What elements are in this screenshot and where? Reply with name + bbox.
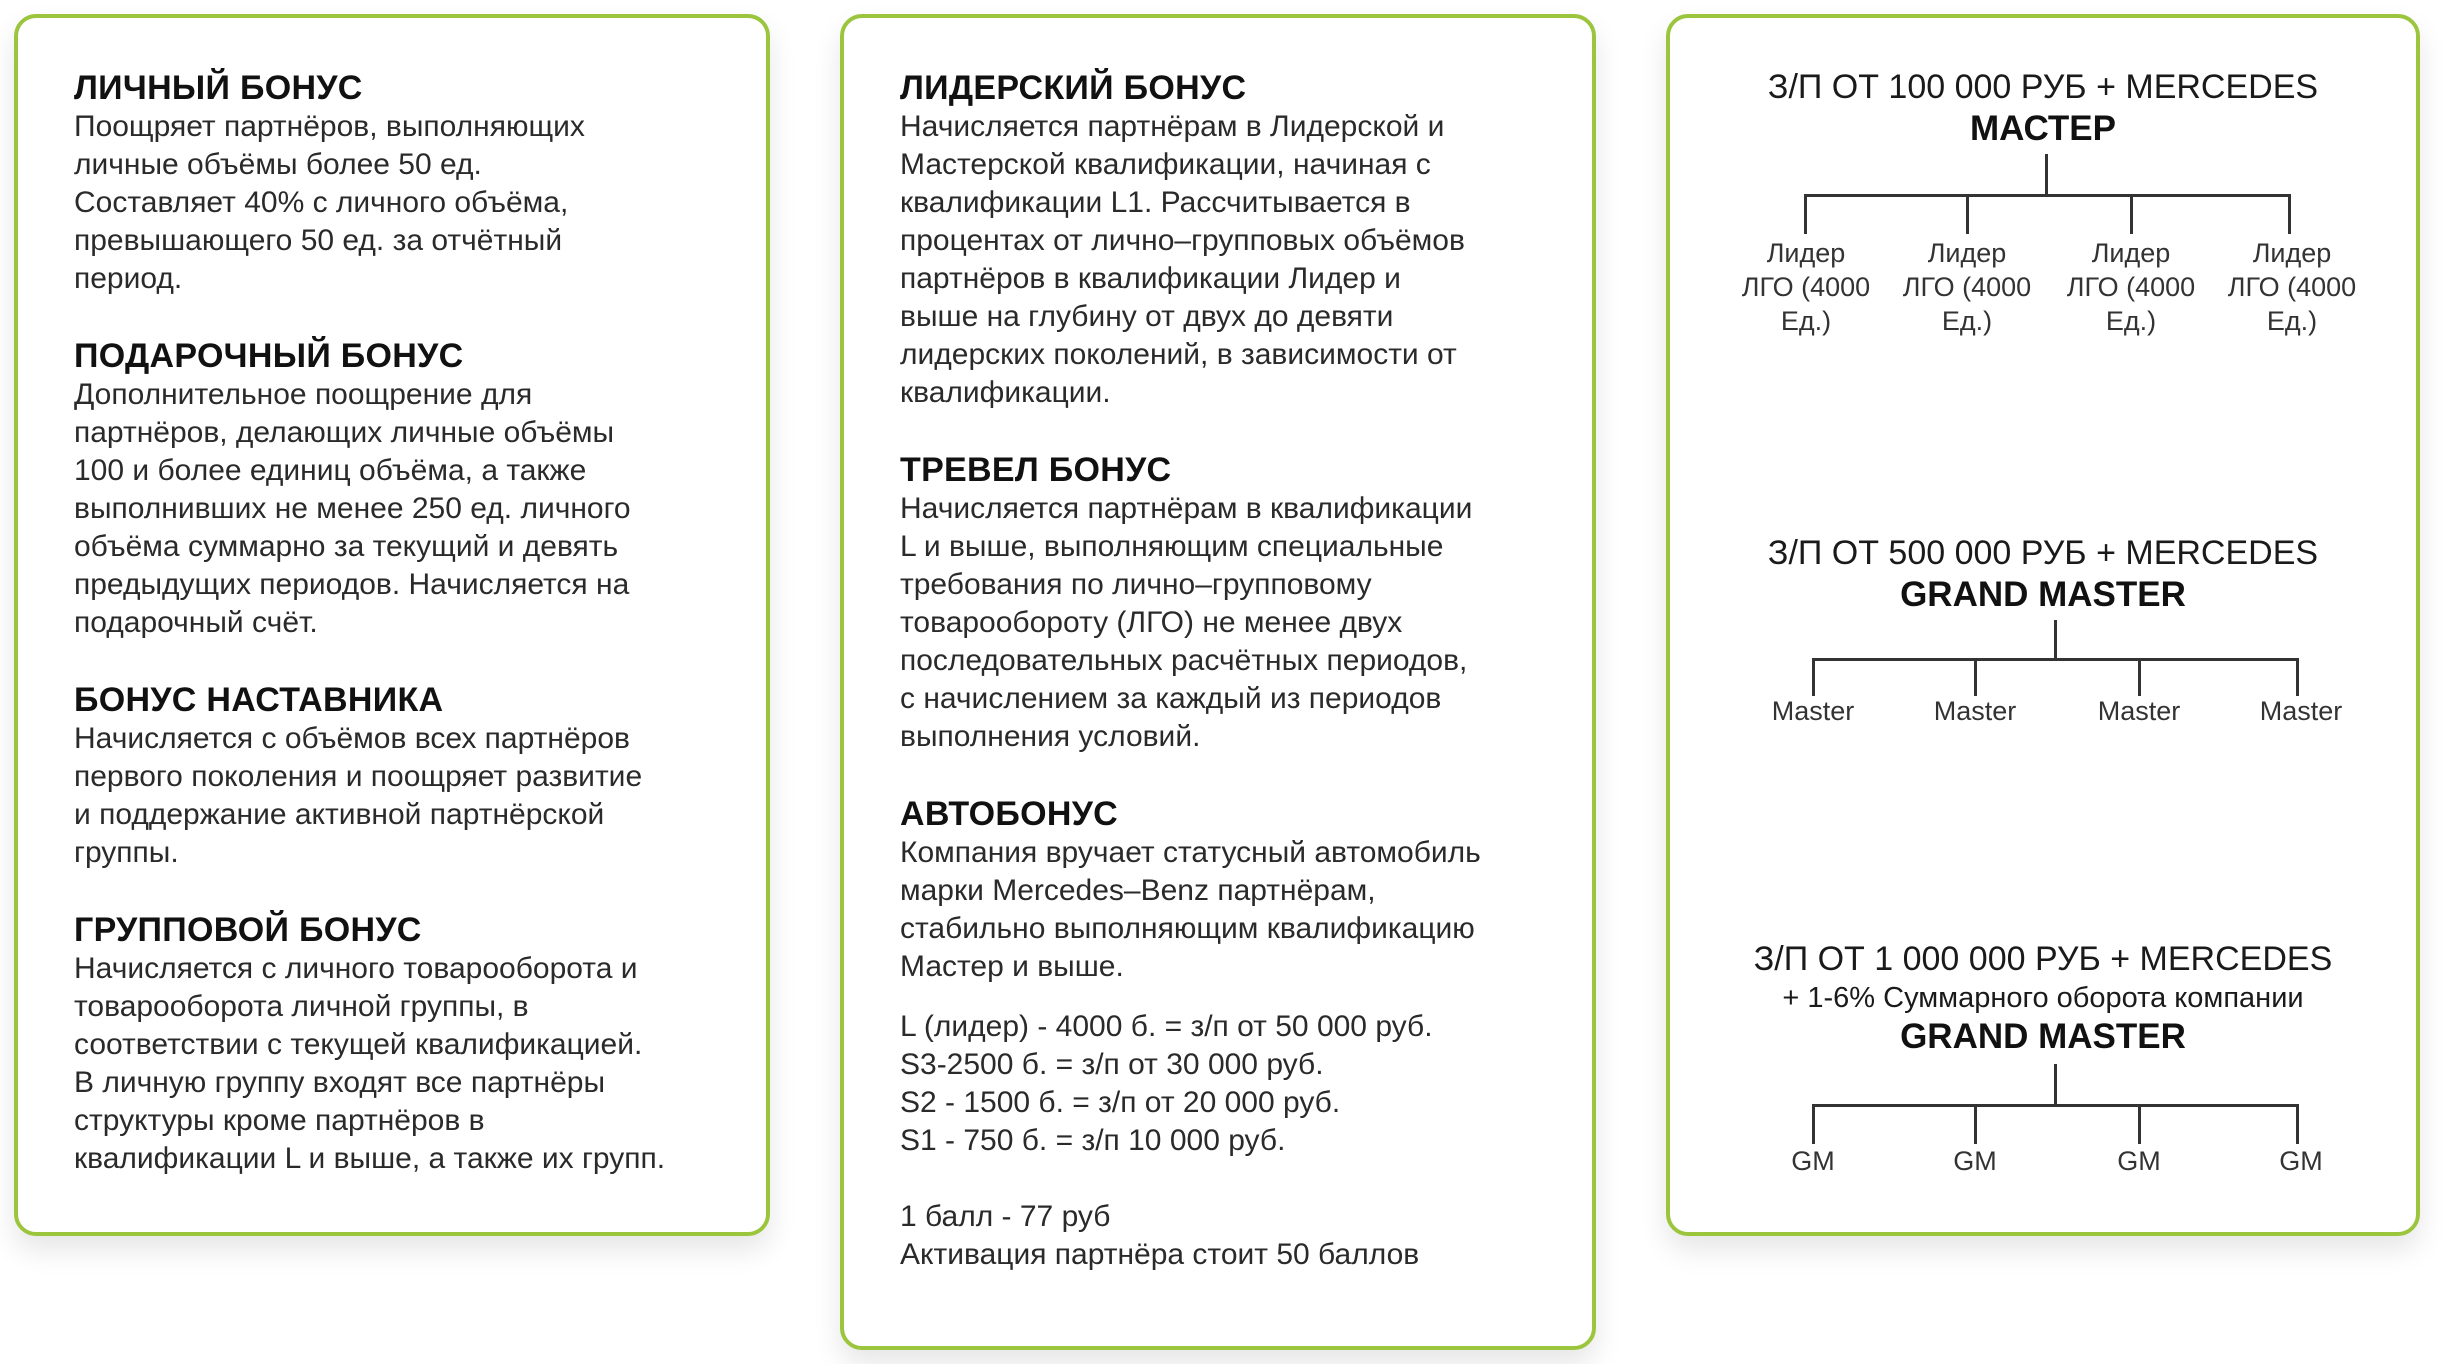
- card-qualifications: [1666, 14, 2420, 1236]
- tree-grand-master: [1670, 620, 2416, 740]
- rate-line: L (лидер) - 4000 б. = з/п от 50 000 руб.: [900, 1010, 1433, 1043]
- tree-master: [1670, 154, 2416, 354]
- section-title: ТРЕВЕЛ БОНУС: [900, 451, 1172, 489]
- point-value: 1 балл - 77 руб: [900, 1200, 1111, 1233]
- master-node: Master: [1771, 696, 1855, 726]
- leader-node: Лидер ЛГО (4000 Ед.): [1741, 238, 1871, 336]
- rate-line: S1 - 750 б. = з/п 10 000 руб.: [900, 1124, 1286, 1157]
- tier-name: GRAND MASTER: [1900, 575, 2186, 614]
- section-body: Начисляется с личного товарооборота и товарооборота личной группы, в соответствии с текущей квалификацией. В личную группу входят все партнёры структуры кроме партнёров в квалификации L и выше, а также их групп.: [74, 952, 666, 1175]
- tier-heading: З/П ОТ 500 000 РУБ + MERCEDES: [1767, 534, 2319, 572]
- section-title: ЛИДЕРСКИЙ БОНУС: [900, 69, 1247, 107]
- section-auto-bonus: [900, 794, 1552, 986]
- tier-subheading: + 1-6% Суммарного оборота компании: [1782, 982, 2304, 1014]
- section-mentor-bonus: [74, 680, 726, 872]
- gm-node: GM: [2279, 1146, 2323, 1176]
- gm-node: GM: [1791, 1146, 1835, 1176]
- section-leader-bonus: [900, 68, 1552, 412]
- card-bonuses-2: [840, 14, 1596, 1350]
- tier-grand-master: [1670, 532, 2416, 616]
- section-title: АВТОБОНУС: [900, 795, 1119, 833]
- section-gift-bonus: [74, 336, 726, 642]
- section-title: ПОДАРОЧНЫЙ БОНУС: [74, 337, 464, 375]
- gm-node: GM: [1953, 1146, 1997, 1176]
- section-title: ГРУППОВОЙ БОНУС: [74, 911, 422, 949]
- salary-rates: [900, 1008, 1552, 1160]
- tree-grand-master-plus: [1670, 1064, 2416, 1204]
- section-body: Начисляется партнёрам в квалификации L и выше, выполняющим специальные требования по лично–групповому товарообороту (ЛГО) не менее двух последовательных расчётных периодов, с начислением за каждый из периодов выполнения условий.: [900, 492, 1473, 753]
- master-node: Master: [1933, 696, 2017, 726]
- rate-line: S2 - 1500 б. = з/п от 20 000 руб.: [900, 1086, 1341, 1119]
- tier-heading: З/П ОТ 1 000 000 РУБ + MERCEDES: [1753, 940, 2333, 978]
- tier-name: GRAND MASTER: [1900, 1017, 2186, 1056]
- master-node: Master: [2097, 696, 2181, 726]
- section-body: Поощряет партнёров, выполняющих личные объёмы более 50 ед. Составляет 40% с личного объёма, превышающего 50 ед. за отчётный период.: [74, 110, 585, 295]
- section-travel-bonus: [900, 450, 1552, 756]
- gm-node: GM: [2117, 1146, 2161, 1176]
- section-title: БОНУС НАСТАВНИКА: [74, 681, 444, 719]
- tier-master: [1670, 66, 2416, 150]
- tier-heading: З/П ОТ 100 000 РУБ + MERCEDES: [1767, 68, 2319, 106]
- section-body: Начисляется партнёрам в Лидерской и Мастерской квалификации, начиная с квалификации L1. Рассчитывается в процентах от лично–групповых объёмов партнёров в квалификации Лидер и выше на глубину от двух до девяти лидерских поколений, в зависимости от квалификации.: [900, 110, 1465, 409]
- leader-node: Лидер ЛГО (4000 Ед.): [2227, 238, 2357, 336]
- leader-node: Лидер ЛГО (4000 Ед.): [1902, 238, 2032, 336]
- section-title: ЛИЧНЫЙ БОНУС: [74, 69, 363, 107]
- section-personal-bonus: [74, 68, 726, 298]
- section-body: Дополнительное поощрение для партнёров, делающих личные объёмы 100 и более единиц объёма, а также выполнивших не менее 250 ед. личного объёма суммарно за текущий и девять предыдущих периодов. Начисляется на подарочный счёт.: [74, 378, 631, 639]
- points-info: [900, 1198, 1552, 1274]
- rate-line: S3-2500 б. = з/п от 30 000 руб.: [900, 1048, 1324, 1081]
- section-body: Компания вручает статусный автомобиль марки Mercedes–Benz партнёрам, стабильно выполняющим квалификацию Мастер и выше.: [900, 836, 1481, 983]
- leader-node: Лидер ЛГО (4000 Ед.): [2066, 238, 2196, 336]
- section-body: Начисляется с объёмов всех партнёров первого поколения и поощряет развитие и поддержание активной партнёрской группы.: [74, 722, 643, 869]
- tier-grand-master-plus: [1670, 938, 2416, 1058]
- card-bonuses-1: [14, 14, 770, 1236]
- master-node: Master: [2259, 696, 2343, 726]
- section-group-bonus: [74, 910, 726, 1178]
- activation-cost: Активация партнёра стоит 50 баллов: [900, 1238, 1420, 1271]
- tier-name: МАСТЕР: [1969, 109, 2117, 148]
